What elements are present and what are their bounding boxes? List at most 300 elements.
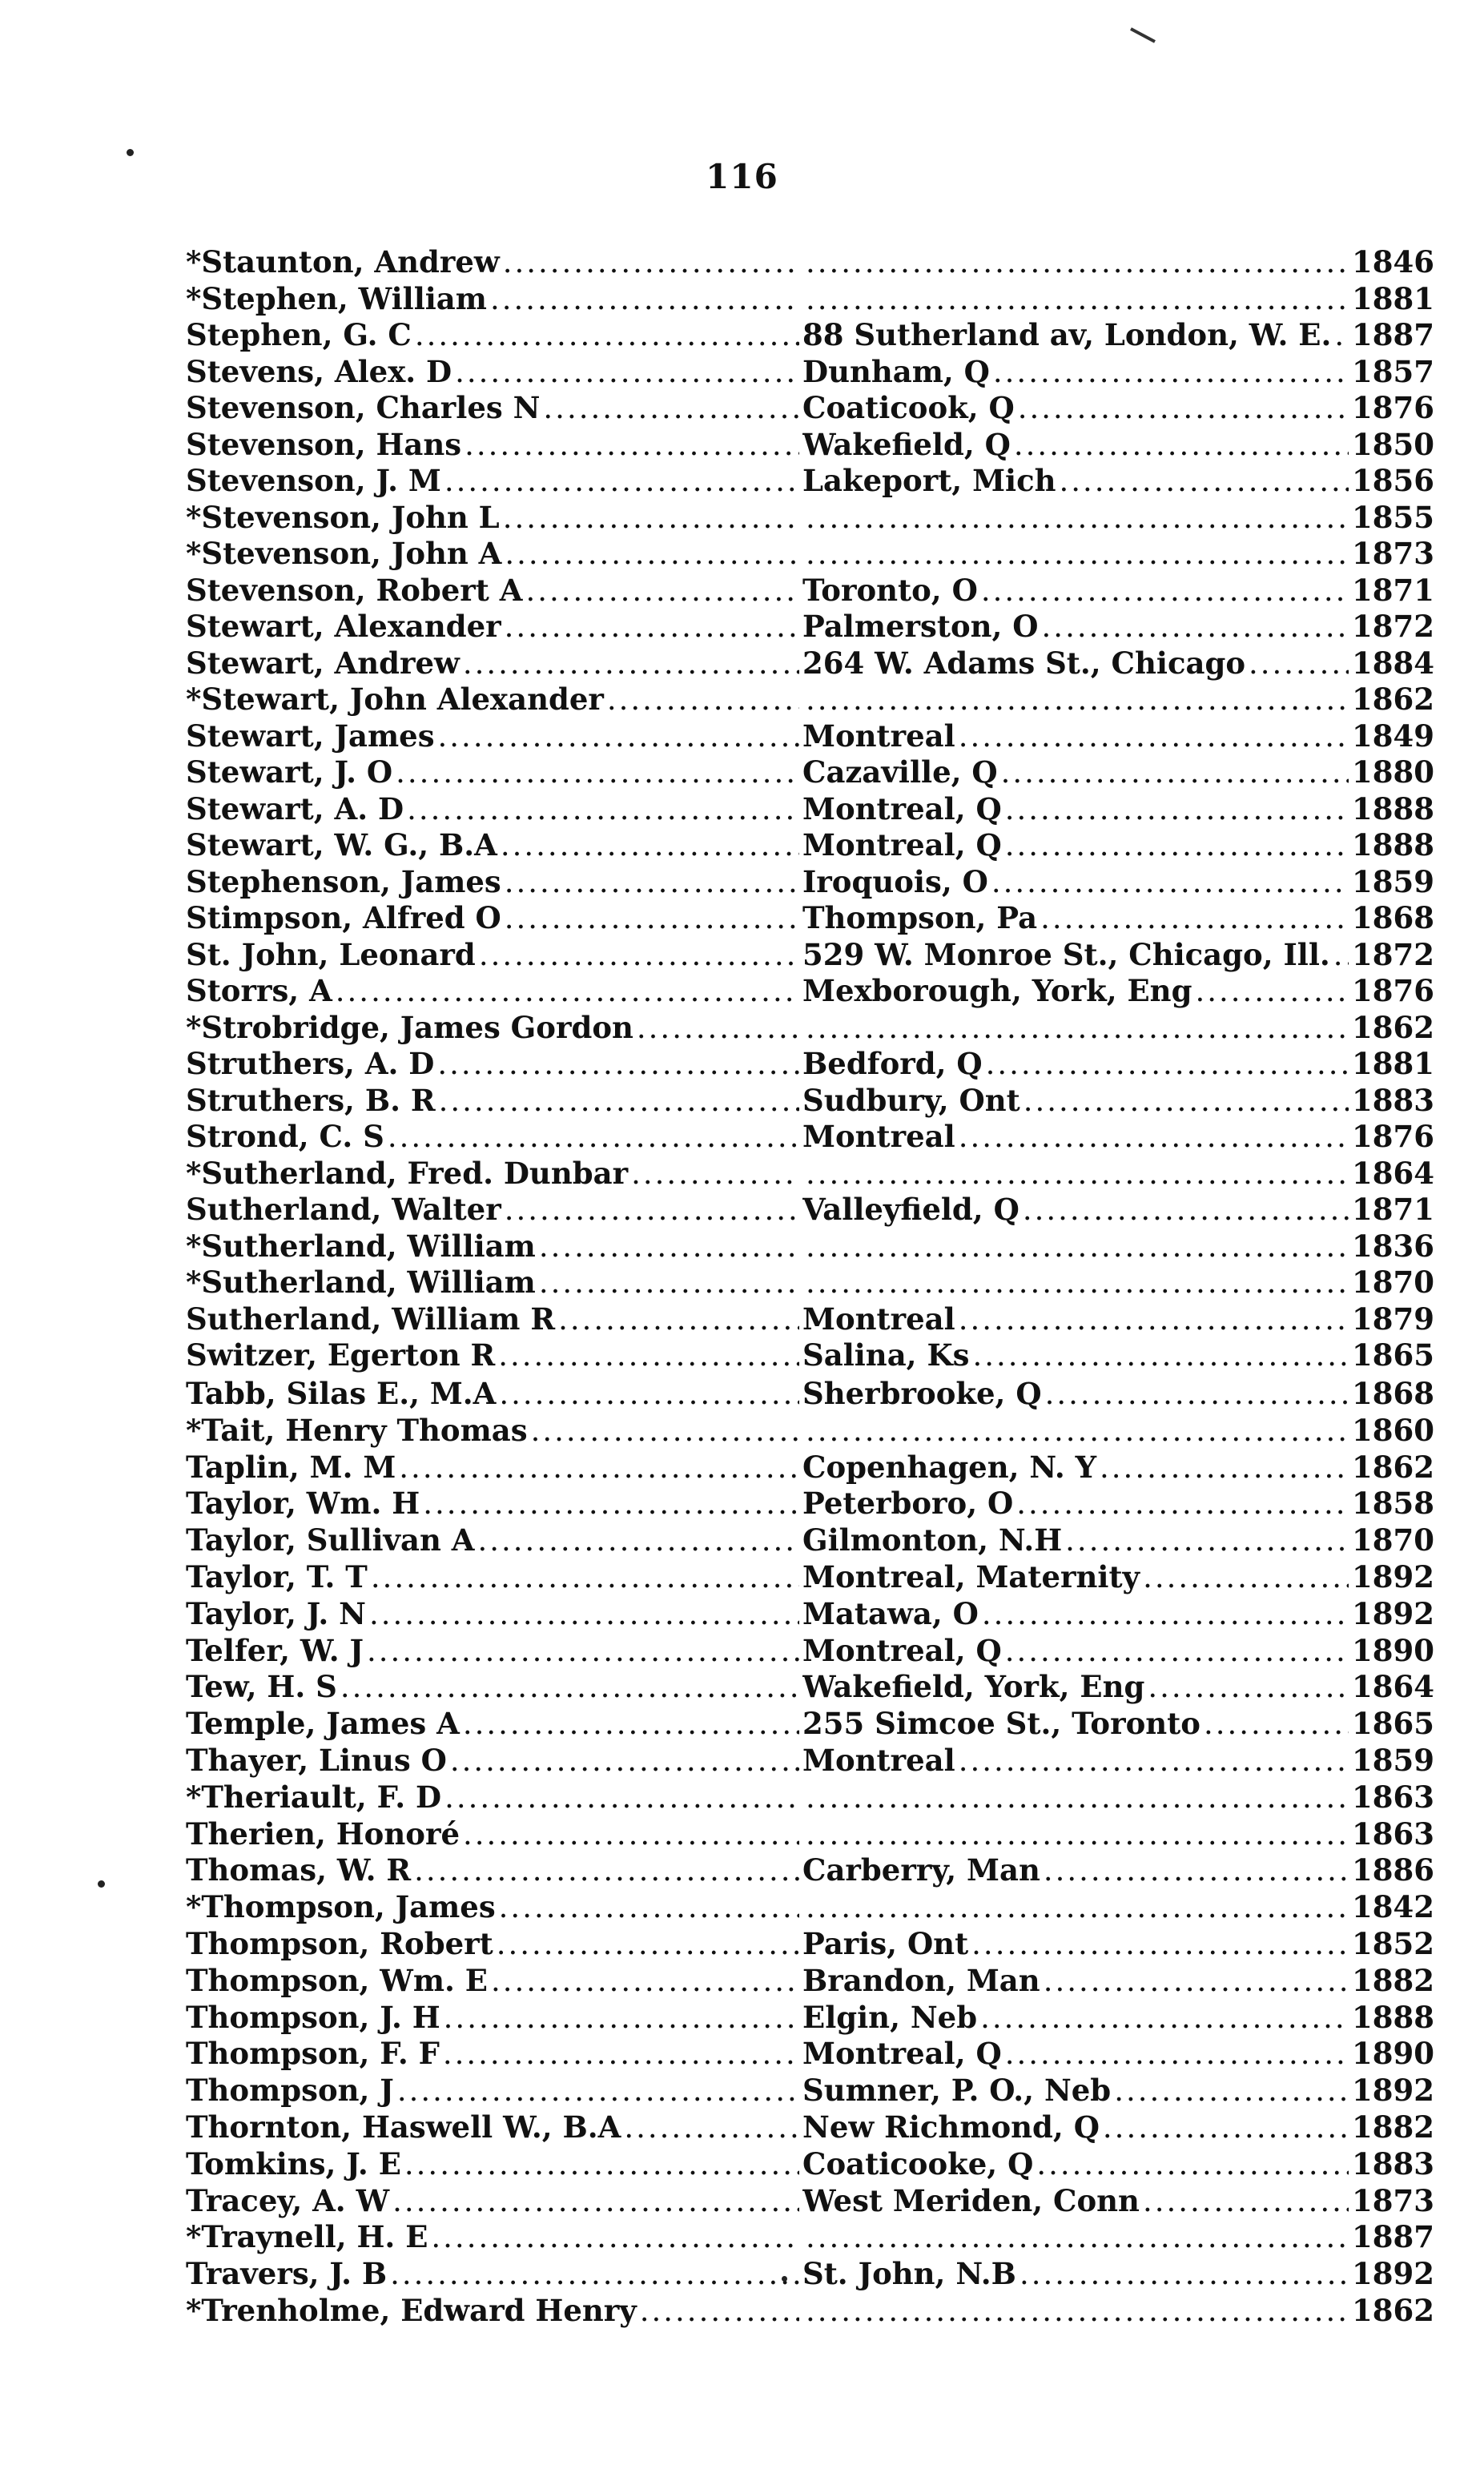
entry-name: *Theriault, F. D <box>186 1779 442 1815</box>
dot-leader <box>806 1156 1349 1192</box>
dot-leader <box>531 1413 799 1450</box>
entry-place: Cazaville, Q <box>802 754 998 790</box>
dot-leader <box>959 1743 1349 1779</box>
entry-name-column <box>186 864 802 901</box>
entry-place: Lakeport, Mich <box>802 463 1056 498</box>
register-entry <box>186 1412 1434 1450</box>
dot-leader <box>390 2256 799 2293</box>
dot-leader <box>1005 1633 1349 1670</box>
entry-year: 1888 <box>1352 790 1434 826</box>
dot-leader <box>1040 900 1349 937</box>
register-entry <box>186 718 1434 755</box>
entry-name: *Sutherland, William <box>186 1228 536 1264</box>
register-entry <box>186 1265 1434 1301</box>
register-entry <box>186 463 1434 500</box>
entry-place: Carberry, Man <box>802 1852 1040 1888</box>
entry-year: 1876 <box>1352 390 1434 425</box>
entry-name-column <box>186 1337 802 1374</box>
entry-place: Salina, Ks <box>802 1337 970 1373</box>
entry-place-column <box>802 1119 1352 1156</box>
entry-place: Brandon, Man <box>802 1962 1040 1998</box>
entry-name-column <box>186 1046 802 1083</box>
entry-year: 1865 <box>1352 1706 1434 1742</box>
entry-name-column <box>186 1301 802 1338</box>
entry-name-column <box>186 1633 802 1670</box>
entry-name-column <box>186 281 802 318</box>
register-entry <box>186 317 1434 354</box>
entry-name: Stevenson, Robert A <box>186 572 523 608</box>
entry-name-column <box>186 1706 802 1743</box>
dot-leader <box>1333 937 1349 974</box>
entry-place: 255 Simcoe St., Toronto <box>802 1706 1200 1742</box>
entry-name-column <box>186 427 802 464</box>
entry-place: Paris, Ont <box>802 1925 969 1961</box>
dot-leader <box>1036 2146 1349 2183</box>
entry-name-column <box>186 2000 802 2037</box>
dot-leader <box>1024 1083 1349 1120</box>
entry-place: 529 W. Monroe St., Chicago, Ill. <box>802 936 1330 972</box>
entry-name-column <box>186 2219 802 2256</box>
register-entry <box>186 1228 1434 1265</box>
entry-place: Montreal <box>802 1119 955 1154</box>
entry-name: Stewart, W. G., B.A <box>186 827 497 863</box>
dot-leader <box>397 2073 799 2109</box>
entry-name-column <box>186 754 802 791</box>
dot-leader <box>1014 427 1349 464</box>
register-entry <box>186 1962 1434 2000</box>
entry-place-column <box>802 281 1352 318</box>
entry-name: *Tait, Henry Thomas <box>186 1412 528 1448</box>
dot-leader <box>1103 2109 1349 2146</box>
entry-name: Stevenson, J. M <box>186 463 441 498</box>
entry-year: 1860 <box>1352 1412 1434 1448</box>
entry-year: 1868 <box>1352 900 1434 935</box>
register-entry <box>186 1082 1434 1120</box>
dot-leader <box>407 791 799 828</box>
entry-place-column <box>802 2293 1352 2330</box>
dot-leader <box>1001 754 1349 791</box>
entry-name-column <box>186 1083 802 1120</box>
entry-place-column <box>802 1706 1352 1743</box>
entry-year: 1873 <box>1352 536 1434 571</box>
entry-place-column <box>802 645 1352 682</box>
entry-name-column <box>186 973 802 1010</box>
entry-year: 1873 <box>1352 2182 1434 2218</box>
entry-name: *Stephen, William <box>186 280 487 316</box>
register-entry <box>186 1816 1434 1853</box>
dot-leader <box>490 281 799 318</box>
entry-name: *Staunton, Andrew <box>186 244 500 279</box>
entry-name: St. John, Leonard <box>186 936 476 972</box>
entry-place: Matawa, O <box>802 1595 979 1631</box>
entry-name: *Traynell, H. E <box>186 2219 428 2255</box>
dot-leader <box>1249 645 1349 682</box>
dot-leader <box>505 900 799 937</box>
entry-year: 1855 <box>1352 499 1434 535</box>
dot-leader <box>637 1010 799 1047</box>
register-entry <box>186 536 1434 573</box>
entry-year: 1836 <box>1352 1228 1434 1264</box>
dot-leader <box>806 1413 1349 1450</box>
entry-name-column <box>186 1852 802 1889</box>
dot-leader <box>499 1889 799 1926</box>
dot-leader <box>1148 1669 1349 1706</box>
entry-place-column <box>802 536 1352 573</box>
entry-place: Montreal, Q <box>802 827 1002 863</box>
entry-name-column <box>186 1119 802 1156</box>
dot-leader <box>431 2219 799 2256</box>
entry-year: 1865 <box>1352 1337 1434 1373</box>
entry-name: Thompson, F. F <box>186 2036 440 2072</box>
dot-leader <box>806 682 1349 718</box>
entry-year: 1850 <box>1352 426 1434 462</box>
entry-year: 1870 <box>1352 1265 1434 1300</box>
register-entry <box>186 390 1434 427</box>
entry-name-column <box>186 2109 802 2146</box>
entry-name: Storrs, A <box>186 973 332 1008</box>
entry-year: 1858 <box>1352 1486 1434 1522</box>
entry-year: 1876 <box>1352 1119 1434 1154</box>
dot-leader <box>437 1046 799 1083</box>
entry-place: Wakefield, Q <box>802 426 1011 462</box>
entry-year: 1890 <box>1352 1632 1434 1668</box>
entry-name-column <box>186 718 802 755</box>
entry-year: 1882 <box>1352 1962 1434 1998</box>
dot-leader <box>1060 463 1349 500</box>
entry-name: Taylor, Wm. H <box>186 1486 420 1522</box>
entry-name: Taylor, Sullivan A <box>186 1522 475 1558</box>
dot-leader <box>525 573 799 609</box>
entry-name: Stewart, J. O <box>186 754 393 790</box>
dot-leader <box>806 1816 1349 1853</box>
entry-place: Montreal, Q <box>802 1632 1002 1668</box>
dot-leader <box>972 1337 1349 1374</box>
dot-leader <box>369 1596 799 1633</box>
entry-name-column <box>186 1669 802 1706</box>
entry-name-column <box>186 2256 802 2293</box>
dot-leader <box>959 1301 1349 1338</box>
entry-year: 1881 <box>1352 280 1434 316</box>
entry-year: 1842 <box>1352 1889 1434 1925</box>
entry-name: *Stevenson, John L <box>186 499 500 535</box>
entry-name-column <box>186 609 802 645</box>
entry-name-column <box>186 1559 802 1596</box>
entry-year: 1892 <box>1352 2073 1434 2109</box>
entry-year: 1883 <box>1352 1082 1434 1118</box>
register-entry <box>186 2073 1434 2109</box>
entry-place: St. John, N.B <box>802 2256 1016 2292</box>
entry-place: Montreal, Maternity <box>802 1558 1140 1594</box>
register-entry <box>186 353 1434 391</box>
entry-year: 1852 <box>1352 1925 1434 1961</box>
entry-place: Valleyfield, Q <box>802 1192 1019 1227</box>
entry-name: Travers, J. B <box>186 2256 388 2292</box>
register-entry <box>186 1889 1434 1926</box>
entry-year: 1846 <box>1352 244 1434 279</box>
entry-name-column <box>186 354 802 391</box>
register-entry <box>186 1632 1434 1670</box>
dot-leader <box>503 500 799 537</box>
entry-name: *Sutherland, Fred. Dunbar <box>186 1155 629 1191</box>
entry-name: Tabb, Silas E., M.A <box>186 1376 497 1411</box>
register-entry <box>186 1192 1434 1228</box>
entry-name: Thompson, Robert <box>186 1925 493 1961</box>
entry-name-column <box>186 937 802 974</box>
register-entry <box>186 499 1434 537</box>
entry-name-column <box>186 463 802 500</box>
entry-place: Iroquois, O <box>802 863 988 899</box>
dot-leader <box>444 1779 799 1816</box>
entry-name-column <box>186 2036 802 2073</box>
entry-place-column <box>802 1889 1352 1926</box>
dot-leader <box>501 827 799 864</box>
entry-name-column <box>186 573 802 609</box>
entry-place-column <box>802 500 1352 537</box>
entry-name-column <box>186 1265 802 1301</box>
entry-name-column <box>186 2183 802 2220</box>
entry-place-column <box>802 1376 1352 1413</box>
register-entry <box>186 1558 1434 1596</box>
register-entry <box>186 790 1434 828</box>
entry-year: 1876 <box>1352 973 1434 1008</box>
dot-leader <box>1195 973 1349 1010</box>
entry-place-column <box>802 390 1352 427</box>
register-entry <box>186 1742 1434 1779</box>
entry-place-column <box>802 1010 1352 1047</box>
dot-leader <box>1005 791 1349 828</box>
entry-place-column <box>802 317 1352 354</box>
dot-leader <box>367 1633 799 1670</box>
dot-leader <box>1143 1559 1349 1596</box>
entry-place: Gilmonton, N.H <box>802 1522 1063 1558</box>
entry-place-column <box>802 1743 1352 1779</box>
entry-name: Thomas, W. R <box>186 1852 412 1888</box>
entry-name: Tracey, A. W <box>186 2182 390 2218</box>
entry-name: Tew, H. S <box>186 1669 337 1705</box>
entry-name: *Stevenson, John A <box>186 536 502 571</box>
entry-place-column <box>802 937 1352 974</box>
register-entry <box>186 2036 1434 2073</box>
entry-name-column <box>186 2146 802 2183</box>
dot-leader <box>414 1852 799 1889</box>
dot-leader <box>336 973 799 1010</box>
entry-name-column <box>186 317 802 354</box>
dot-leader <box>1005 827 1349 864</box>
entry-place: Montreal <box>802 718 955 754</box>
register-entry <box>186 1999 1434 2037</box>
entry-place-column <box>802 1337 1352 1374</box>
dot-leader <box>505 609 799 645</box>
dot-leader <box>1204 1706 1349 1743</box>
register-entry <box>186 1522 1434 1559</box>
dot-leader <box>491 1963 799 2000</box>
entry-place: Montreal, Q <box>802 2036 1002 2072</box>
entry-place-column <box>802 754 1352 791</box>
entry-name: Stephenson, James <box>186 863 501 899</box>
entry-name: Stewart, Andrew <box>186 645 460 681</box>
register-entry <box>186 1706 1434 1743</box>
dot-leader <box>806 2293 1349 2330</box>
entry-name-column <box>186 1596 802 1633</box>
dot-leader <box>388 1119 799 1156</box>
dot-leader <box>444 2000 799 2037</box>
dot-leader <box>404 2146 799 2183</box>
entry-place: 264 W. Adams St., Chicago <box>802 645 1245 681</box>
dot-leader <box>806 1010 1349 1047</box>
dot-leader <box>463 1706 799 1743</box>
entry-place-column <box>802 1926 1352 1963</box>
entry-name: Stevenson, Hans <box>186 426 462 462</box>
entry-name: Switzer, Egerton R <box>186 1337 496 1373</box>
entry-place-column <box>802 1559 1352 1596</box>
register-entry <box>186 280 1434 318</box>
dot-leader <box>415 317 799 354</box>
dot-leader <box>1065 1522 1349 1559</box>
entry-block-t <box>186 1376 1434 2330</box>
entry-year: 1863 <box>1352 1816 1434 1852</box>
entry-name: Taylor, T. T <box>186 1558 368 1594</box>
entry-name: Thompson, J. H <box>186 1999 440 2035</box>
entry-place-column <box>802 1046 1352 1083</box>
entry-place: 88 Sutherland av, London, W. E. <box>802 317 1332 352</box>
dot-leader <box>980 2000 1349 2037</box>
dot-leader <box>498 1337 799 1374</box>
dot-leader <box>607 682 799 718</box>
entry-name-column <box>186 244 802 281</box>
entry-year: 1892 <box>1352 1595 1434 1631</box>
entry-name: Thornton, Haswell W., B.A <box>186 2109 621 2145</box>
entry-name-column <box>186 1963 802 2000</box>
entry-year: 1868 <box>1352 1376 1434 1411</box>
page-number: 116 <box>706 157 778 196</box>
entry-name: *Stewart, John Alexander <box>186 682 604 717</box>
register-entry <box>186 1925 1434 1963</box>
dot-leader <box>1044 1963 1349 2000</box>
dot-leader <box>806 500 1349 537</box>
dot-leader <box>503 244 799 281</box>
entry-name-column <box>186 1743 802 1779</box>
register-entry <box>186 682 1434 718</box>
entry-place-column <box>802 2183 1352 2220</box>
entry-name: Therien, Honoré <box>186 1816 460 1852</box>
entry-name: Tomkins, J. E <box>186 2145 401 2181</box>
entry-place-column <box>802 1633 1352 1670</box>
entry-name: Stewart, A. D <box>186 790 404 826</box>
dot-leader <box>1334 317 1349 354</box>
register-entry <box>186 1852 1434 1889</box>
entry-place: Copenhagen, N. Y <box>802 1449 1097 1485</box>
entry-year: 1872 <box>1352 609 1434 644</box>
entry-name-column <box>186 390 802 427</box>
entry-year: 1888 <box>1352 827 1434 863</box>
entry-place: Dunham, Q <box>802 353 990 389</box>
entry-place: Toronto, O <box>802 572 978 608</box>
entry-name: Stevens, Alex. D <box>186 353 452 389</box>
entry-place-column <box>802 427 1352 464</box>
entry-place: Palmerston, O <box>802 609 1039 644</box>
dot-leader <box>806 1265 1349 1301</box>
entry-name-column <box>186 1450 802 1486</box>
dot-leader <box>505 536 799 573</box>
entry-name-column <box>186 2293 802 2330</box>
entry-year: 1862 <box>1352 1449 1434 1485</box>
entry-year: 1859 <box>1352 863 1434 899</box>
register-entry <box>186 244 1434 281</box>
entry-place-column <box>802 244 1352 281</box>
entry-place-column <box>802 791 1352 828</box>
entry-year: 1879 <box>1352 1301 1434 1337</box>
register-entry <box>186 754 1434 791</box>
scan-speck <box>98 1880 105 1888</box>
entry-place-column <box>802 1228 1352 1265</box>
dot-leader <box>1016 1486 1349 1522</box>
register-entry <box>186 645 1434 682</box>
dot-leader <box>1100 1450 1349 1486</box>
entry-name-column <box>186 1486 802 1522</box>
dot-leader <box>463 1816 799 1853</box>
entry-year: 1888 <box>1352 1999 1434 2035</box>
entry-place-column <box>802 864 1352 901</box>
dot-leader <box>479 937 799 974</box>
register-entry <box>186 572 1434 609</box>
entry-name: Temple, James A <box>186 1706 460 1742</box>
entry-place-column <box>802 609 1352 645</box>
entry-name: Thompson, J <box>186 2073 394 2109</box>
dot-leader <box>986 1046 1349 1083</box>
entry-name-column <box>186 791 802 828</box>
dot-leader <box>392 2183 799 2220</box>
dot-leader <box>806 2219 1349 2256</box>
entry-year: 1887 <box>1352 2219 1434 2255</box>
register-entry <box>186 1337 1434 1374</box>
entry-place-column <box>802 573 1352 609</box>
entry-year: 1881 <box>1352 1046 1434 1081</box>
dot-leader <box>450 1743 799 1779</box>
entry-year: 1859 <box>1352 1742 1434 1778</box>
entry-year: 1862 <box>1352 2292 1434 2328</box>
register-entry <box>186 2182 1434 2220</box>
register-entry <box>186 2292 1434 2330</box>
dot-leader <box>959 718 1349 755</box>
entry-name-column <box>186 1228 802 1265</box>
entry-place-column <box>802 1669 1352 1706</box>
dot-leader <box>478 1522 799 1559</box>
entry-year: 1871 <box>1352 1192 1434 1227</box>
scan-speck <box>782 2276 787 2282</box>
dot-leader <box>959 1119 1349 1156</box>
entry-name: *Thompson, James <box>186 1889 496 1925</box>
entry-place-column <box>802 2219 1352 2256</box>
entry-name: Thompson, Wm. E <box>186 1962 488 1998</box>
entry-place: Sudbury, Ont <box>802 1082 1020 1118</box>
dot-leader <box>1042 609 1349 645</box>
entry-place-column <box>802 1486 1352 1522</box>
dot-leader <box>806 244 1349 281</box>
entry-place-column <box>802 1192 1352 1228</box>
entry-name-column <box>186 1522 802 1559</box>
entry-name: *Trenholme, Edward Henry <box>186 2292 637 2328</box>
register-entry <box>186 426 1434 464</box>
dot-leader <box>455 354 799 391</box>
register-entry <box>186 1119 1434 1156</box>
entry-year: 1862 <box>1352 1009 1434 1045</box>
entry-place-column <box>802 2146 1352 2183</box>
entry-place-column <box>802 1596 1352 1633</box>
entry-name-column <box>186 500 802 537</box>
entry-name-column <box>186 900 802 937</box>
entry-year: 1883 <box>1352 2145 1434 2181</box>
dot-leader <box>971 1926 1349 1963</box>
